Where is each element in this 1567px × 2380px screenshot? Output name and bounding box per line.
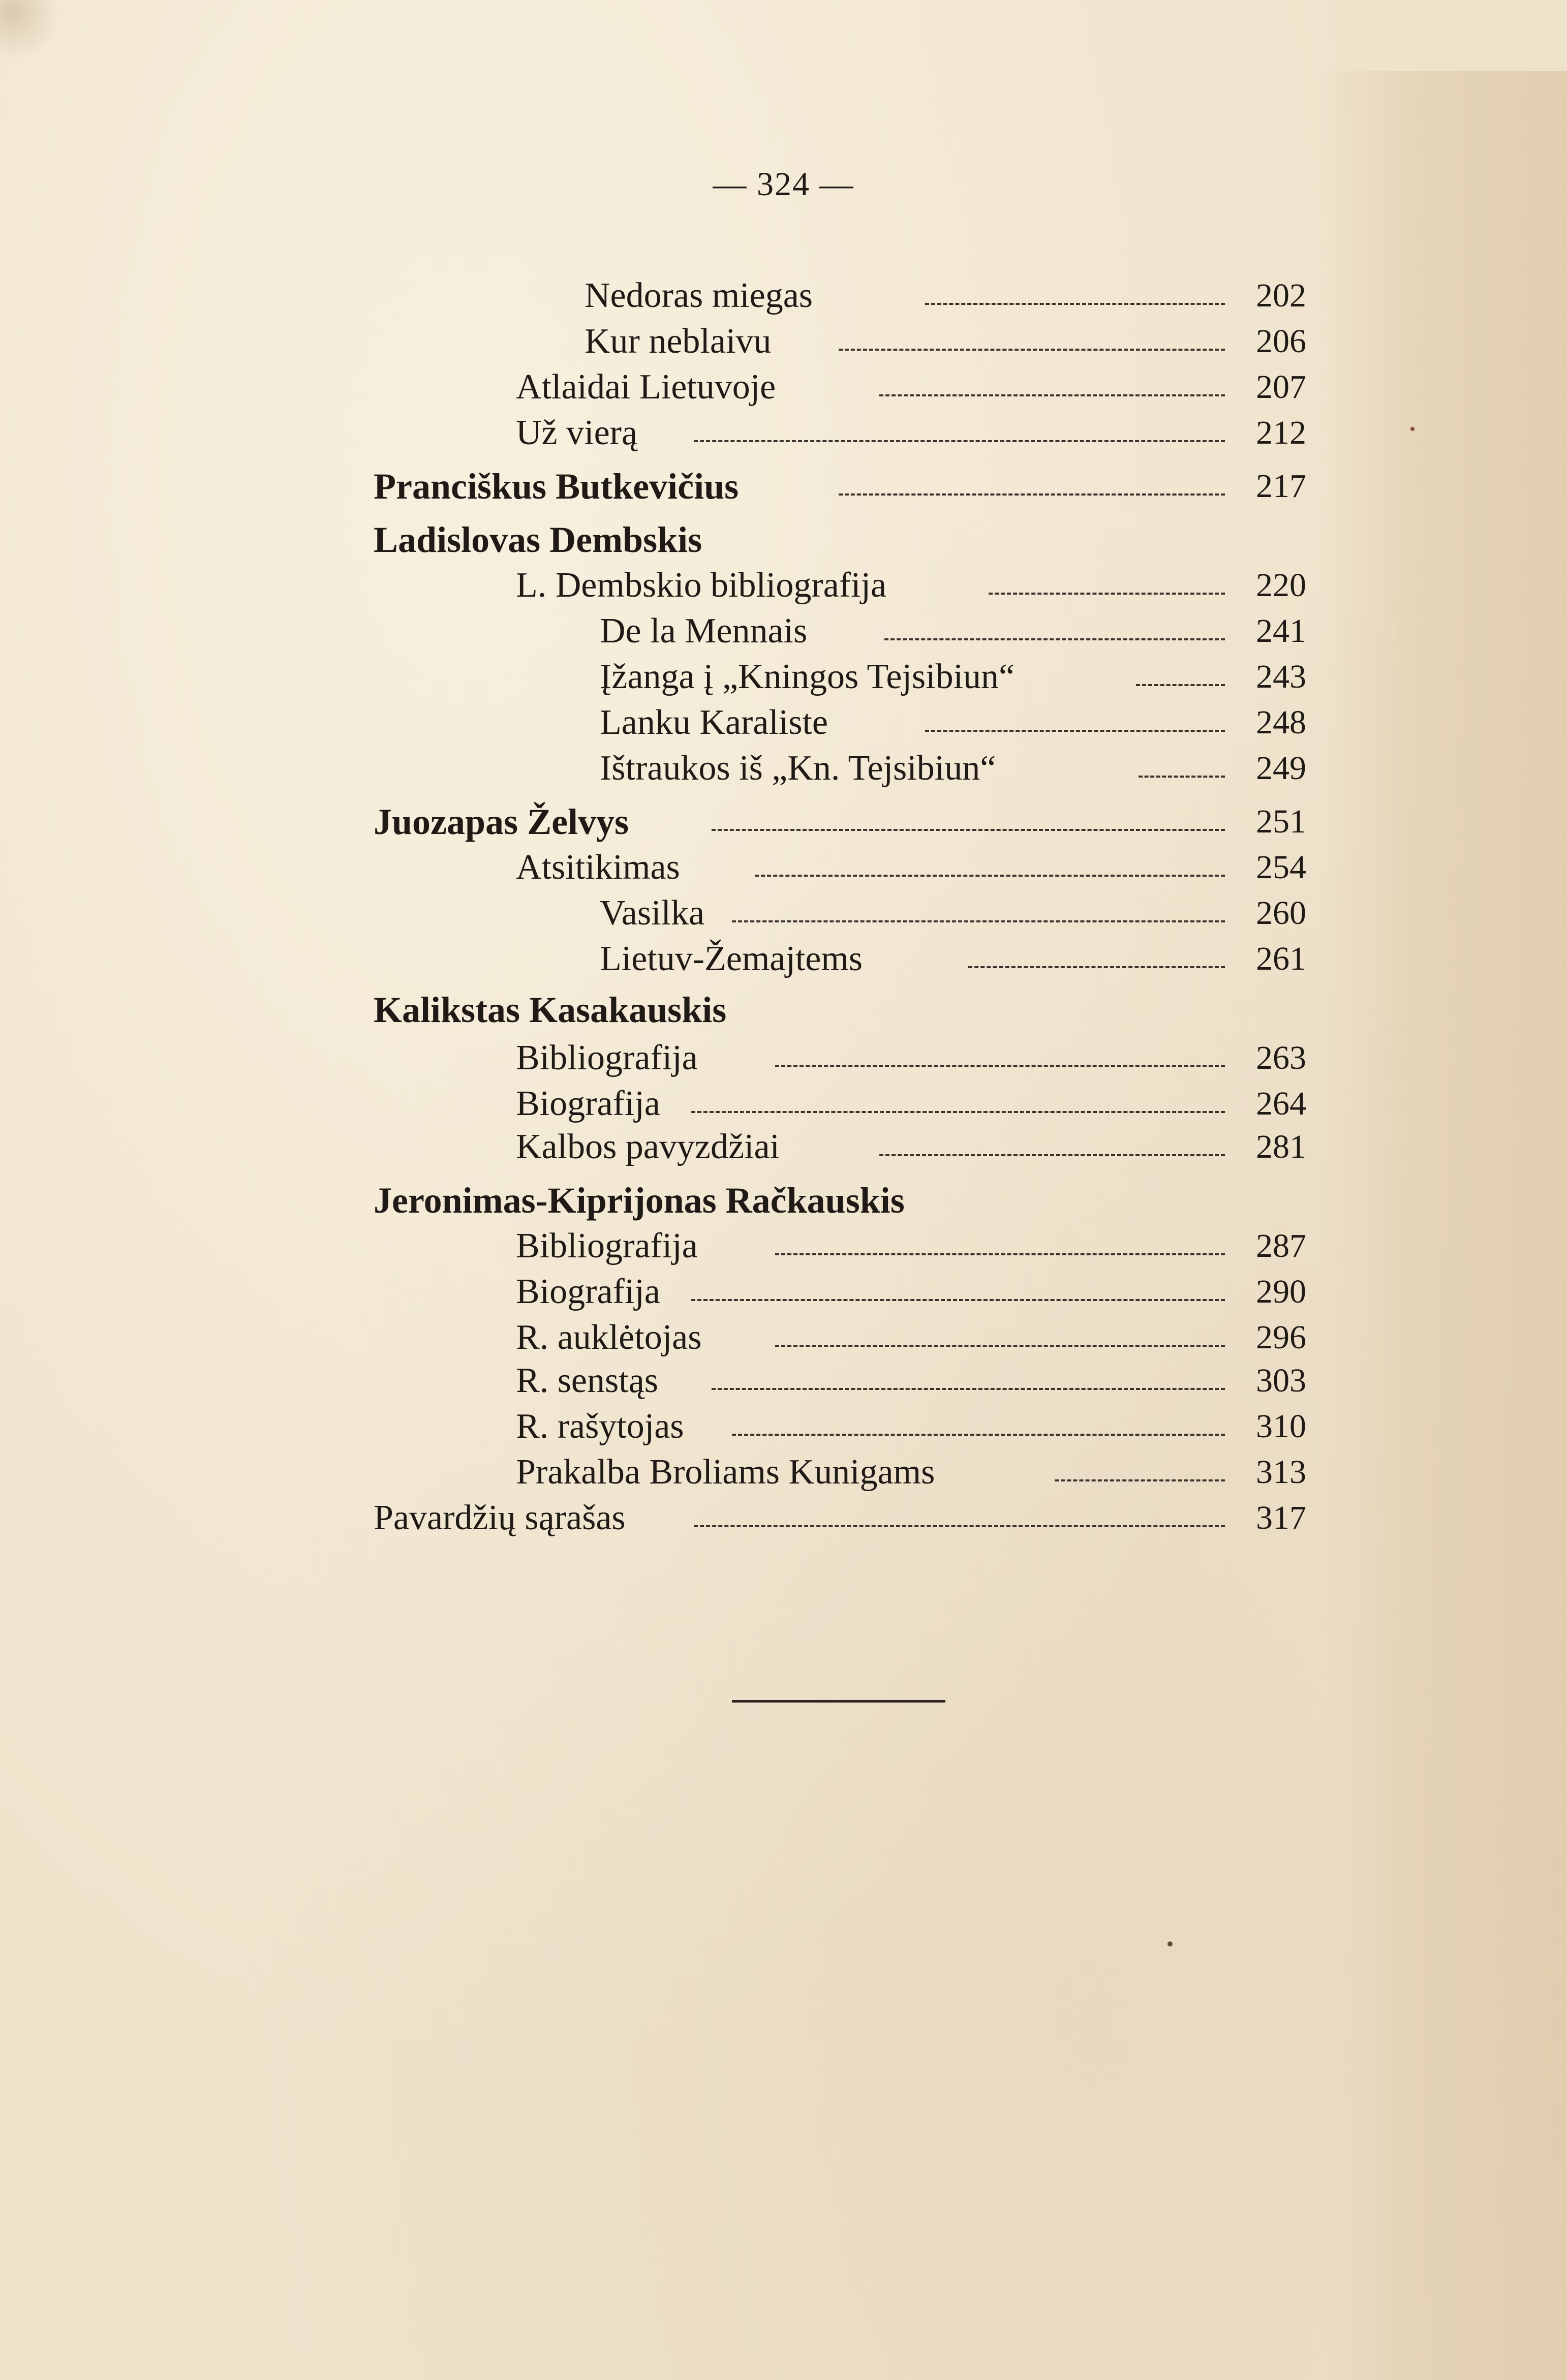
entry-page: 303	[1256, 1362, 1306, 1399]
toc-entry	[0, 938, 1567, 980]
dot-leader	[775, 1345, 1225, 1347]
toc-entry	[0, 656, 1567, 698]
entry-title: Biografija	[516, 1084, 660, 1123]
entry-title: L. Dembskio bibliografija	[516, 566, 887, 605]
entry-page: 241	[1256, 612, 1306, 650]
entry-title: Prakalba Broliams Kunigams	[516, 1452, 935, 1492]
toc-entry	[0, 701, 1567, 744]
paper-speck	[1410, 427, 1415, 431]
paper-speck	[1167, 1941, 1173, 1946]
toc-entry	[0, 1451, 1567, 1494]
dot-leader	[694, 440, 1225, 442]
dot-leader	[732, 920, 1225, 922]
dot-leader	[839, 493, 1225, 496]
toc-entry	[0, 1271, 1567, 1313]
closing-rule	[732, 1700, 945, 1703]
entry-page: 212	[1256, 414, 1306, 451]
dot-leader	[1136, 684, 1225, 686]
entry-title: Ištraukos iš „Kn. Tejsibiun“	[600, 749, 996, 788]
entry-page: 313	[1256, 1454, 1306, 1491]
dot-leader	[989, 593, 1225, 595]
entry-title: Įžanga į „Kningos Tejsibiun“	[600, 657, 1015, 696]
dot-leader	[755, 875, 1225, 877]
author-name: Ladislovas Dembskis	[374, 519, 702, 560]
dot-leader	[712, 1388, 1225, 1390]
entry-page: 202	[1256, 277, 1306, 314]
dot-leader	[775, 1253, 1225, 1255]
toc-entry	[0, 274, 1567, 317]
dot-leader	[691, 1299, 1225, 1301]
entry-page: 287	[1256, 1227, 1306, 1264]
dot-leader	[694, 1525, 1225, 1527]
entry-page: 248	[1256, 704, 1306, 741]
entry-title: Biografija	[516, 1272, 660, 1311]
dot-leader	[925, 303, 1225, 305]
entry-title: Bibliografija	[516, 1226, 698, 1265]
entry-page: 220	[1256, 567, 1306, 604]
toc-entry	[0, 1359, 1567, 1402]
dot-leader	[884, 638, 1225, 640]
dot-leader	[732, 1434, 1225, 1436]
toc-author-entry	[0, 800, 1567, 843]
entry-title: Bibliografija	[516, 1038, 698, 1077]
dot-leader	[968, 966, 1225, 968]
entry-title: Lietuv-Žemajtems	[600, 939, 863, 978]
entry-title: Nedoras miegas	[585, 276, 813, 315]
entry-page: 290	[1256, 1273, 1306, 1310]
dot-leader	[712, 829, 1225, 831]
entry-page: 281	[1256, 1128, 1306, 1165]
entry-page: 251	[1256, 803, 1306, 840]
entry-page: 263	[1256, 1039, 1306, 1076]
dot-leader	[775, 1065, 1225, 1067]
dot-leader	[1055, 1479, 1225, 1481]
entry-page: 317	[1256, 1499, 1306, 1536]
entry-page: 264	[1256, 1085, 1306, 1122]
entry-page: 217	[1256, 468, 1306, 505]
toc-author-heading	[0, 1179, 1567, 1222]
toc-entry	[0, 747, 1567, 790]
toc-author-heading	[0, 518, 1567, 561]
entry-page: 243	[1256, 658, 1306, 695]
entry-title: Pavardžių sąrašas	[374, 1498, 626, 1537]
dot-leader	[879, 394, 1225, 396]
author-name: Kalikstas Kasakauskis	[374, 990, 727, 1030]
toc-entry	[0, 892, 1567, 935]
author-name: Pranciškus Butkevičius	[374, 466, 739, 507]
entry-page: 310	[1256, 1408, 1306, 1445]
entry-page: 296	[1256, 1319, 1306, 1356]
entry-title: R. senstąs	[516, 1361, 658, 1400]
entry-page: 207	[1256, 368, 1306, 406]
toc-entry	[0, 1083, 1567, 1125]
toc-entry	[0, 1225, 1567, 1268]
toc-entry	[0, 564, 1567, 607]
entry-title: Atsitikimas	[516, 848, 680, 887]
author-name: Jeronimas-Kiprijonas Račkauskis	[374, 1180, 905, 1221]
entry-title: Atlaidai Lietuvoje	[516, 367, 776, 407]
entry-title: R. auklėtojas	[516, 1318, 702, 1357]
entry-page: 254	[1256, 849, 1306, 886]
entry-title: Lanku Karaliste	[600, 703, 828, 742]
toc-entry	[0, 610, 1567, 653]
toc-entry	[0, 1126, 1567, 1168]
dot-leader	[839, 349, 1225, 351]
entry-title: R. rašytojas	[516, 1407, 684, 1446]
entry-page: 260	[1256, 894, 1306, 932]
entry-title: Vasilka	[600, 893, 705, 933]
entry-title: Kur neblaivu	[585, 322, 772, 361]
toc-entry	[0, 1037, 1567, 1079]
toc-entry	[0, 1316, 1567, 1359]
entry-page: 249	[1256, 750, 1306, 787]
dot-leader	[925, 730, 1225, 732]
entry-page: 261	[1256, 940, 1306, 977]
toc-author-heading	[0, 988, 1567, 1031]
toc-entry	[0, 366, 1567, 409]
entry-title: Už vierą	[516, 413, 638, 452]
dot-leader	[879, 1154, 1225, 1156]
toc-author-entry	[0, 465, 1567, 508]
toc-entry	[0, 412, 1567, 454]
entry-title: De la Mennais	[600, 611, 808, 651]
toc-entry	[0, 320, 1567, 363]
toc-entry	[0, 846, 1567, 889]
page-number: — 324 —	[713, 166, 854, 203]
toc-entry	[0, 1497, 1567, 1539]
entry-title: Kalbos pavyzdžiai	[516, 1127, 780, 1166]
dot-leader	[1139, 776, 1225, 778]
toc-entry	[0, 1405, 1567, 1448]
dot-leader	[691, 1111, 1225, 1113]
entry-page: 206	[1256, 323, 1306, 360]
author-name: Juozapas Želvys	[374, 801, 629, 842]
